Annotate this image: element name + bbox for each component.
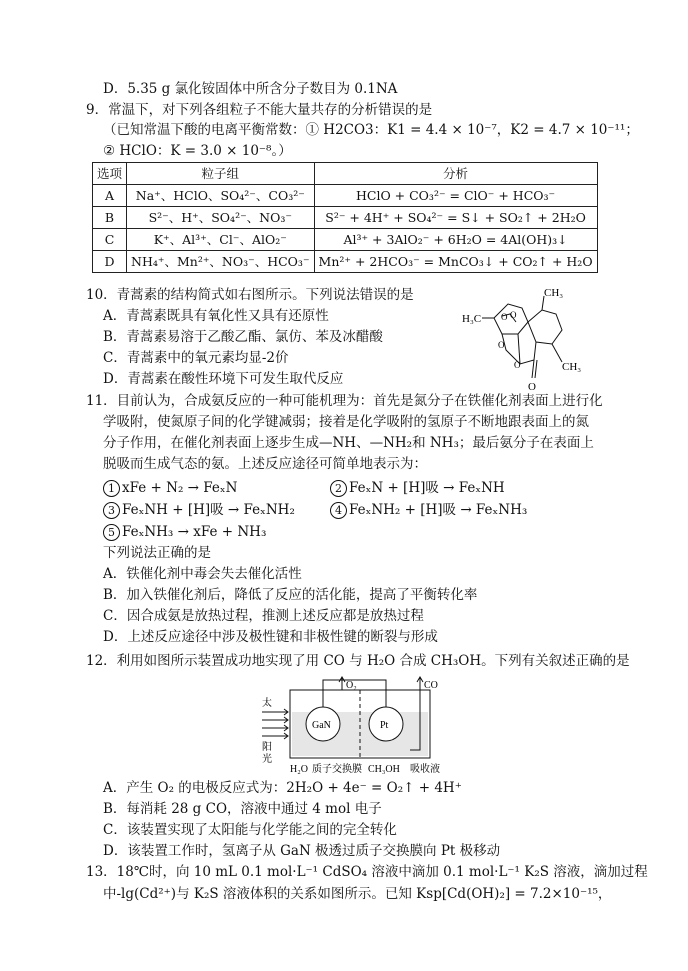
label-ch3oh: CH₃OH (368, 764, 400, 775)
q9-table (92, 162, 598, 273)
label-sun-3: 光 (262, 754, 272, 765)
table-row (93, 229, 598, 251)
table-row (93, 207, 598, 229)
circled-number-2: 2 (330, 480, 347, 497)
label-sun-1: 太 (262, 698, 272, 709)
q12-option-b: B．每消耗 28 g CO，溶液中通过 4 mol 电子 (103, 801, 382, 817)
mol-ch3-top: CH₃ (544, 287, 564, 299)
step-3-text: FeₓNH + [H]吸 → FeₓNH₂ (122, 502, 295, 518)
q11-option-c: C．因合成氨是放热过程，推测上述反应都是放热过程 (103, 608, 424, 624)
label-membrane: 质子交换膜 (312, 764, 362, 775)
table-row (93, 185, 598, 207)
label-absorb: 吸收液 (410, 764, 440, 775)
row-option: B (93, 207, 127, 229)
q11-line4: 脱吸而生成气态的氨。上述反应途径可简单地表示为： (103, 456, 427, 472)
q13-line2: 中-lg(Cd²⁺)与 K₂S 溶液体积的关系如图所示。已知 Ksp[Cd(OH)₂] = 7.2×10⁻¹⁵， (103, 886, 612, 902)
row-particles: S²⁻、H⁺、SO₄²⁻、NO₃⁻ (127, 207, 315, 229)
mol-o-peroxide-1: O (501, 312, 508, 322)
q9-note-line2: ② HClO：K = 3.0 × 10⁻⁸。） (103, 143, 292, 159)
q11-line2: 学吸附，使氮原子间的化学键减弱；接着是化学吸附的氢原子不断地跟表面上的氮 (103, 414, 589, 430)
q12-option-d: D．该装置工作时，氢离子从 GaN 极透过质子交换膜向 Pt 极移动 (103, 843, 501, 859)
header-particles: 粒子组 (127, 163, 315, 185)
q10-stem: 10．青蒿素的结构简式如右图所示。下列说法错误的是 (86, 287, 414, 303)
q11-step-1 (103, 478, 237, 499)
circled-number-5: 5 (103, 524, 120, 541)
step-4-text: FeₓNH₂ + [H]吸 → FeₓNH₃ (349, 502, 528, 518)
row-analysis: Al³⁺ + 3AlO₂⁻ + 6H₂O = 4Al(OH)₃↓ (314, 229, 597, 251)
q11-line3: 分子作用，在催化剂表面上逐步生成—NH、—NH₂和 NH₃；最后氨分子在表面上 (103, 435, 594, 451)
mol-o-carbonyl: O (528, 381, 536, 393)
row-option: A (93, 185, 127, 207)
step-5-text: FeₓNH₃ → xFe + NH₃ (122, 524, 267, 540)
q12-option-c: C．该装置实现了太阳能与化学能之间的完全转化 (103, 822, 397, 838)
q11-ask: 下列说法正确的是 (103, 545, 211, 561)
header-option: 选项 (93, 163, 127, 185)
q8-option-d: D．5.35 g 氯化铵固体中所含分子数目为 0.1NA (103, 81, 398, 97)
q11-step-4 (330, 500, 527, 521)
artemisinin-structure (458, 286, 598, 396)
mol-o-peroxide-2: O (510, 310, 517, 320)
step-2-text: FeₓN + [H]吸 → FeₓNH (349, 480, 505, 496)
row-option: C (93, 229, 127, 251)
q9-stem: 9．常温下，对下列各组粒子不能大量共存的分析错误的是 (86, 102, 433, 118)
row-option: D (93, 251, 127, 273)
label-co: CO (424, 680, 438, 691)
table-row (93, 251, 598, 273)
label-sun-2: 阳 (262, 742, 272, 753)
q11-option-d: D．上述反应途径中涉及极性键和非极性键的断裂与形成 (103, 629, 438, 645)
circled-number-3: 3 (103, 502, 120, 519)
q12-option-a: A．产生 O₂ 的电极反应式为：2H₂O + 4e⁻ = O₂↑ + 4H⁺ (103, 780, 462, 796)
mol-o-lactone: O (514, 360, 521, 370)
header-analysis: 分析 (314, 163, 597, 185)
q10-option-a: A．青蒿素既具有氧化性又具有还原性 (103, 308, 329, 324)
row-analysis: HClO + CO₃²⁻ = ClO⁻ + HCO₃⁻ (314, 185, 597, 207)
q9-note-line1: （已知常温下酸的电离平衡常数：① H2CO3：K1 = 4.4 × 10⁻⁷，K2 = 4.7 × 10⁻¹¹； (103, 122, 639, 138)
q13-line1: 13．18℃时，向 10 mL 0.1 mol·L⁻¹ CdSO₄ 溶液中滴加 0.1 mol·L⁻¹ K₂S 溶液，滴加过程 (86, 864, 648, 880)
row-particles: K⁺、Al³⁺、Cl⁻、AlO₂⁻ (127, 229, 315, 251)
q10-option-b: B．青蒿素易溶于乙酸乙酯、氯仿、苯及冰醋酸 (103, 329, 383, 345)
q11-step-5 (103, 522, 266, 543)
q11-option-a: A．铁催化剂中毒会失去催化活性 (103, 566, 302, 582)
table-header-row (93, 163, 598, 185)
row-particles: Na⁺、HClO、SO₄²⁻、CO₃²⁻ (127, 185, 315, 207)
electrolysis-device-diagram (260, 676, 450, 776)
circled-number-4: 4 (330, 502, 347, 519)
step-1-text: xFe + N₂ → FeₓN (122, 480, 238, 496)
mol-h3c: H₃C (462, 313, 482, 325)
q11-step-2 (330, 478, 505, 499)
row-analysis: Mn²⁺ + 2HCO₃⁻ = MnCO₃↓ + CO₂↑ + H₂O (314, 251, 597, 273)
label-h2o: H₂O (290, 764, 308, 775)
q11-option-b: B．加入铁催化剂后，降低了反应的活化能，提高了平衡转化率 (103, 587, 478, 603)
q10-option-c: C．青蒿素中的氧元素均显-2价 (103, 350, 289, 366)
q12-stem: 12．利用如图所示装置成功地实现了用 CO 与 H₂O 合成 CH₃OH。下列有关叙述正确的是 (86, 653, 630, 669)
label-gan: GaN (312, 720, 331, 731)
mol-ch3-right: CH₃ (562, 361, 582, 373)
circled-number-1: 1 (103, 480, 120, 497)
q11-line1: 11．目前认为，合成氨反应的一种可能机理为：首先是氮分子在铁催化剂表面上进行化 (86, 393, 603, 409)
row-analysis: S²⁻ + 4H⁺ + SO₄²⁻ = S↓ + SO₂↑ + 2H₂O (314, 207, 597, 229)
row-particles: NH₄⁺、Mn²⁺、NO₃⁻、HCO₃⁻ (127, 251, 315, 273)
q11-step-3 (103, 500, 295, 521)
label-o2: O₂ (346, 680, 357, 691)
q10-option-d: D．青蒿素在酸性环境下可发生取代反应 (103, 371, 344, 387)
mol-o-ring: O (498, 340, 505, 350)
label-pt: Pt (380, 720, 389, 731)
